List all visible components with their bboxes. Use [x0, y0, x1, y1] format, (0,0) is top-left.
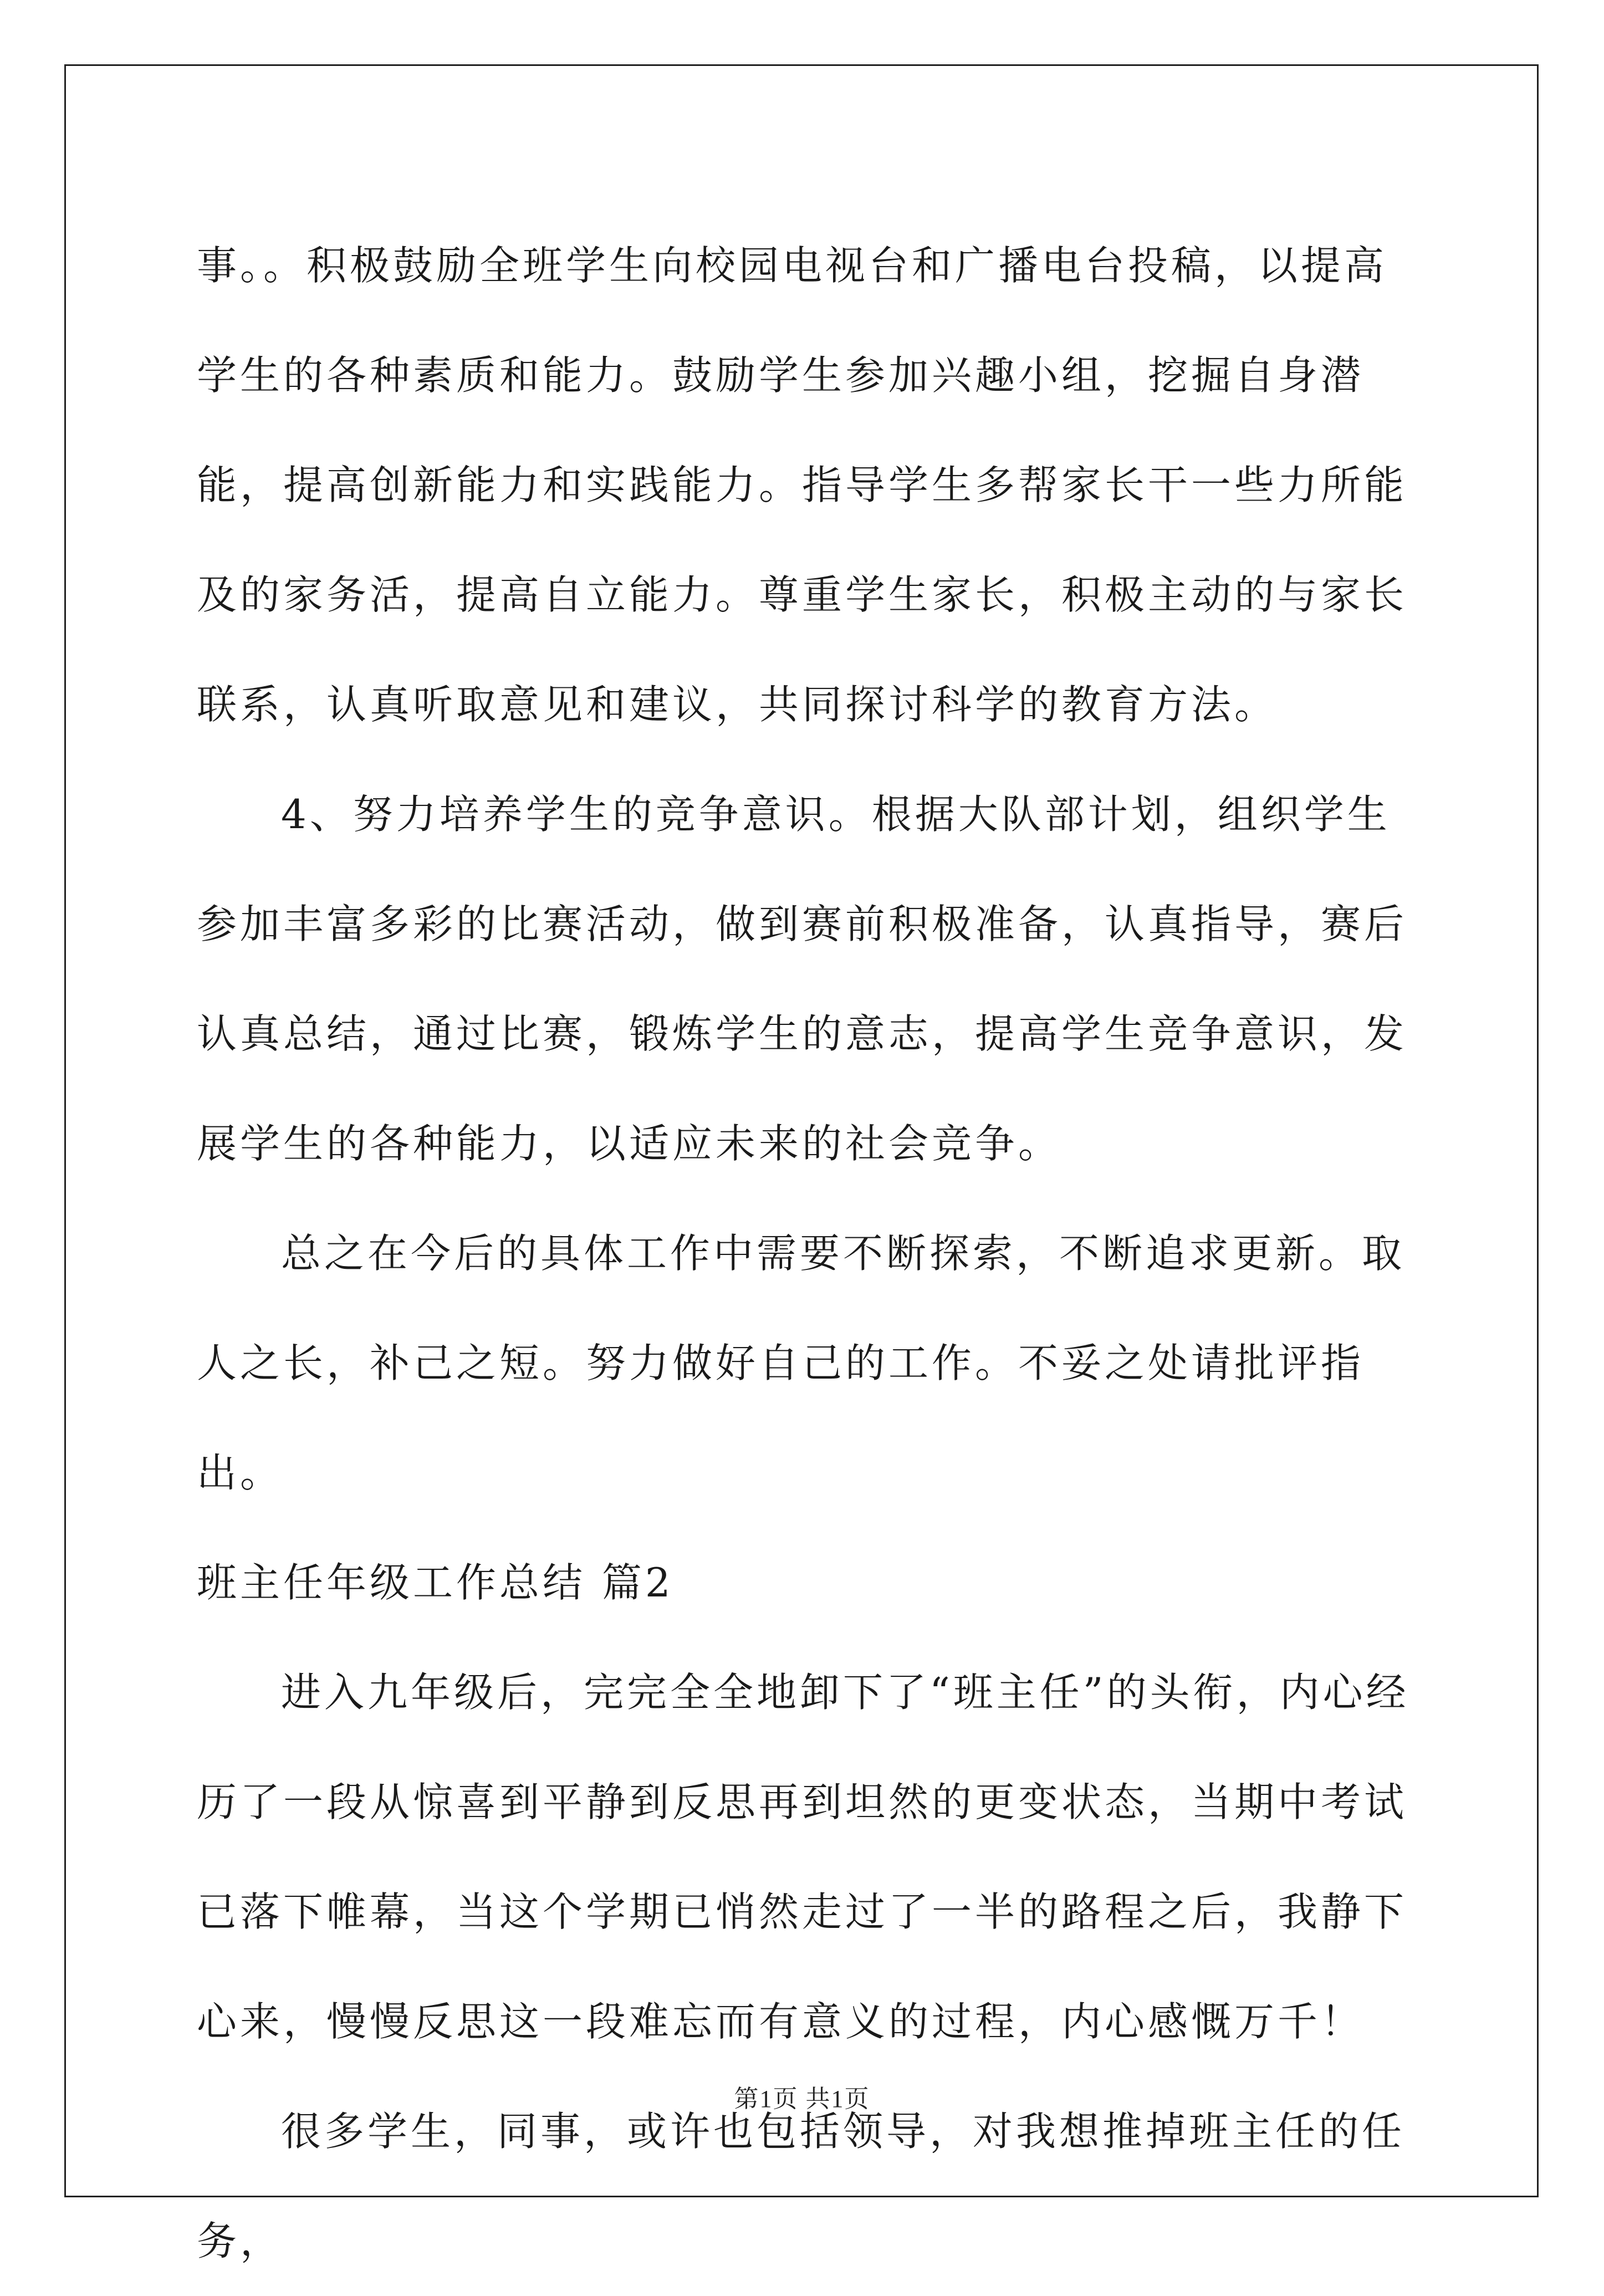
- document-body: [197, 211, 1416, 2296]
- paragraph-students-colleagues: 很多学生，同事，或许也包括领导，对我想推掉班主任的任务，: [197, 2108, 1406, 2264]
- page-footer: 第1页 共1页: [734, 2085, 870, 2113]
- section-heading: 班主任年级工作总结 篇2: [197, 1559, 674, 1606]
- paragraph-continued: 事。。积极鼓励全班学生向校园电视台和广播电台投稿，以提高学生的各种素质和能力。鼓励学生参加兴趣小组，挖掘自身潜能，提高创新能力和实践能力。指导学生多帮家长干一些力所能及的家务活，提高自立能力。尊重学生家长，积极主动的与家长联系，认真听取意见和建议，共同探讨科学的教育方法。: [197, 242, 1408, 728]
- paragraph-competition: 4、努力培养学生的竞争意识。根据大队部计划，组织学生参加丰富多彩的比赛活动，做到赛前积极准备，认真指导，赛后认真总结，通过比赛，锻炼学生的意志，提高学生竞争意识，发展学生的各种能力，以适应未来的社会竞争。: [197, 791, 1408, 1167]
- paragraph-conclusion: 总之在今后的具体工作中需要不断探索，不断追求更新。取人之长，补己之短。努力做好自己的工作。不妥之处请批评指出。: [197, 1230, 1406, 1496]
- paragraph-grade-nine: 进入九年级后，完完全全地卸下了“班主任”的头衔，内心经历了一段从惊喜到平静到反思再到坦然的更变状态，当期中考试已落下帷幕，当这个学期已悄然走过了一半的路程之后，我静下心来，慢慢反思这一段难忘而有意义的过程，内心感慨万千！: [197, 1669, 1409, 2045]
